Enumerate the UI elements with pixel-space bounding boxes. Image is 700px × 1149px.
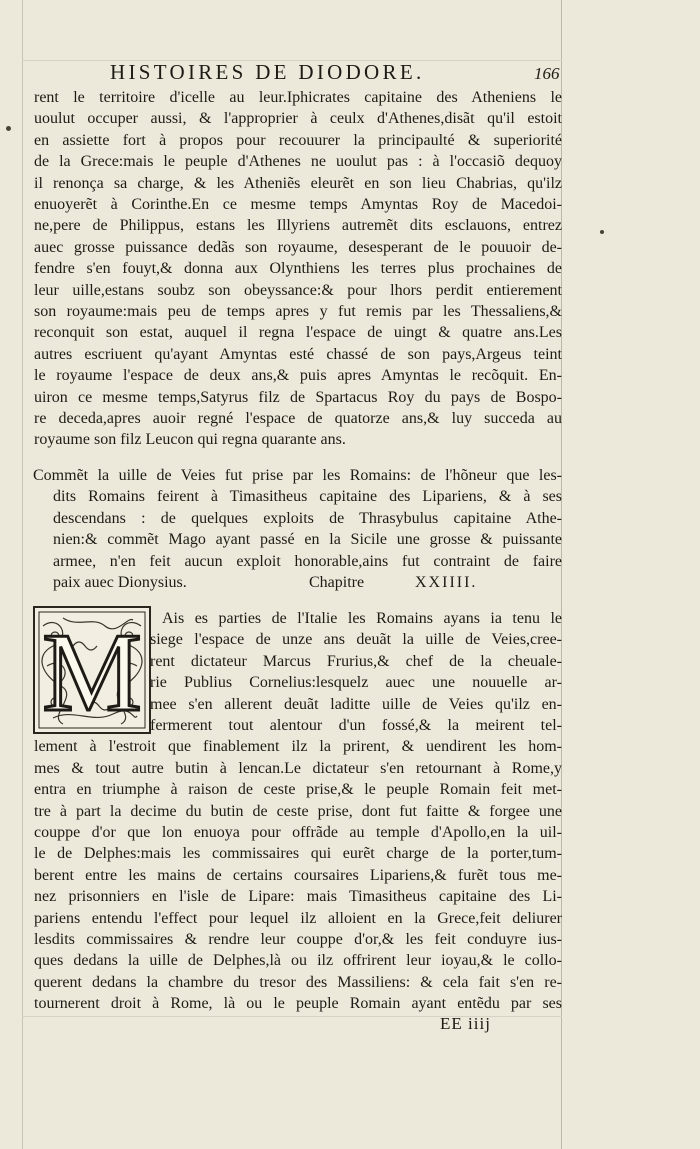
chapter-summary-line: Commẽt la uille de Veies fut prise par les Romains: de l'hõneur que les-	[33, 467, 562, 484]
chapter-summary-line: dits Romains feirent à Timasitheus capitaine des Lipariens, & à ses	[53, 488, 562, 506]
text-line: fermerent tout alentour d'un fossé,& la meirent tel-	[150, 717, 562, 734]
decorated-initial-m	[33, 606, 151, 734]
text-line: couppe d'or que lon enuoya pour offrãde au temple d'Apollo,en la uil-	[34, 824, 562, 841]
text-line: re deceda,apres auoir regné l'espace de quatorze ans,& luy succeda au	[34, 410, 562, 427]
text-line: ques dedans la uille de Delphes,là ou ilz offrirent leur ioyau,& le collo-	[34, 952, 562, 970]
ink-speck	[600, 230, 604, 234]
chapter-summary-text: paix auec Dionysius.	[53, 574, 187, 591]
text-line: reconquit son estat, auquel il regna l'espace de uingt & quatre ans.Les	[34, 324, 562, 342]
text-line: lement à l'estroit que finablement ilz la prirent, & uendirent les hom-	[34, 738, 562, 756]
chapter-summary-last-line	[53, 573, 562, 593]
text-line: siege l'espace de unze ans deuãt la uille de Veies,cree-	[150, 631, 562, 649]
text-line: autres escriuent qu'ayant Amyntas esté chassé de son pays,Argeus teint	[34, 345, 562, 363]
chapter-summary-line: nien:& commẽt Mago ayant passé en la Sicile une grosse & puissante	[53, 531, 562, 549]
chapter-label: Chapitre	[309, 574, 365, 591]
text-line: le royaume l'espace de deux ans,& puis apres Amyntas le recõquit. En-	[34, 367, 562, 385]
initial-letter: M	[42, 611, 142, 734]
page-header	[110, 60, 570, 88]
text-line: rent dictateur Marcus Frurius,& chef de la cheuale-	[150, 652, 562, 670]
text-line: lesdits commissaires & rendre leur couppe d'or,& les feit conduyre ius-	[34, 931, 562, 948]
text-line: il renonça sa charge, & les Atheniẽs eleurẽt en son lieu Chabrias, qu'ilz	[34, 174, 562, 192]
text-line: berent entre les mains de certains coursaires Lipariens,& furẽt tous me-	[34, 866, 562, 884]
text-line: ne,pere de Philippus, estans les Illyriens autremẽt dits esclauons, entrez	[34, 217, 562, 235]
chapter-number: XXIIII.	[415, 574, 478, 591]
text-line: leur uille,estans soubz son obeyssance:& pour lhors perdit entierement	[34, 281, 562, 299]
text-line: enuoyerẽt à Corinthe.En ce mesme temps Amyntas Roy de Macedoi-	[34, 196, 562, 213]
text-line: querent dedans la chambre du tresor des Massiliens: & cela fait s'en re-	[34, 973, 562, 991]
text-line: entra en triumphe à raison de ceste prise,& le peuple Romain feit met-	[34, 781, 562, 799]
text-line: rie Publius Cornelius:lesquelz auec une nouuelle ar-	[150, 674, 562, 692]
text-line: uoulut occuper aussi, & l'approprier à ceulx d'Athenes,disãt qu'il estoit	[34, 110, 562, 128]
text-line: mes & tout autre butin à lencan.Le dictateur s'en retournant à Rome,y	[34, 759, 562, 777]
text-line: tournerent droit à Rome, là ou le peuple Romain ayant entẽdu par ses	[34, 995, 562, 1013]
ink-speck	[6, 126, 11, 131]
catchword: EE iiij	[440, 1014, 491, 1033]
folio-number: 166	[534, 64, 560, 83]
text-line: pariens entendu l'effect pour lequel ilz alloient en la Grece,feit deliurer	[34, 909, 562, 927]
text-line: de la Grece:mais le peuple d'Athenes ne uoulut pas : à l'occasiõ dequoy	[34, 153, 562, 171]
chapter-summary-line: descendans : de quelques exploits de Thrasybulus capitaine Athe-	[53, 509, 562, 527]
text-line: uiron ce mesme temps,Satyrus filz de Spartacus Roy du pays de Bospo-	[34, 388, 562, 406]
chapter-summary-line: armee, n'en feit aucun exploit honorable,ains fut contraint de faire	[53, 552, 562, 570]
text-line: nez prisonniers en l'isle de Lipare: mais Timasitheus capitaine des Li-	[34, 888, 562, 906]
text-line: fendre s'en fouyt,& donna aux Olynthiens les terres plus prochaines de	[34, 260, 562, 278]
text-line: auec grosse puissance dedãs son royaume, desesperant de le pouuoir de-	[34, 238, 562, 256]
text-line: en assiette fort à propos pour recouurer la principaulté & superiorité	[34, 131, 562, 149]
text-line: tre à part la decime du butin de ceste prise, dont fut faitte & forgee une	[34, 802, 562, 820]
text-line: Ais es parties de l'Italie les Romains ayans ia tenu le	[162, 610, 562, 627]
text-line: royaume son filz Leucon qui regna quarante ans.	[34, 431, 346, 449]
text-line: son royaume:mais peu de temps apres y fut remis par les Thessaliens,&	[34, 303, 562, 320]
text-line: rent le territoire d'icelle au leur.Iphicrates capitaine des Atheniens le	[34, 89, 562, 106]
running-title: HISTOIRES DE DIODORE.	[110, 60, 425, 84]
left-margin-rule	[22, 0, 23, 1149]
text-line: le de Delphes:mais les commissaires qui eurẽt charge de la porter,tum-	[34, 845, 562, 863]
text-line: mee s'en allerent deuãt laditte uille de Veies qu'ilz en-	[150, 695, 562, 713]
